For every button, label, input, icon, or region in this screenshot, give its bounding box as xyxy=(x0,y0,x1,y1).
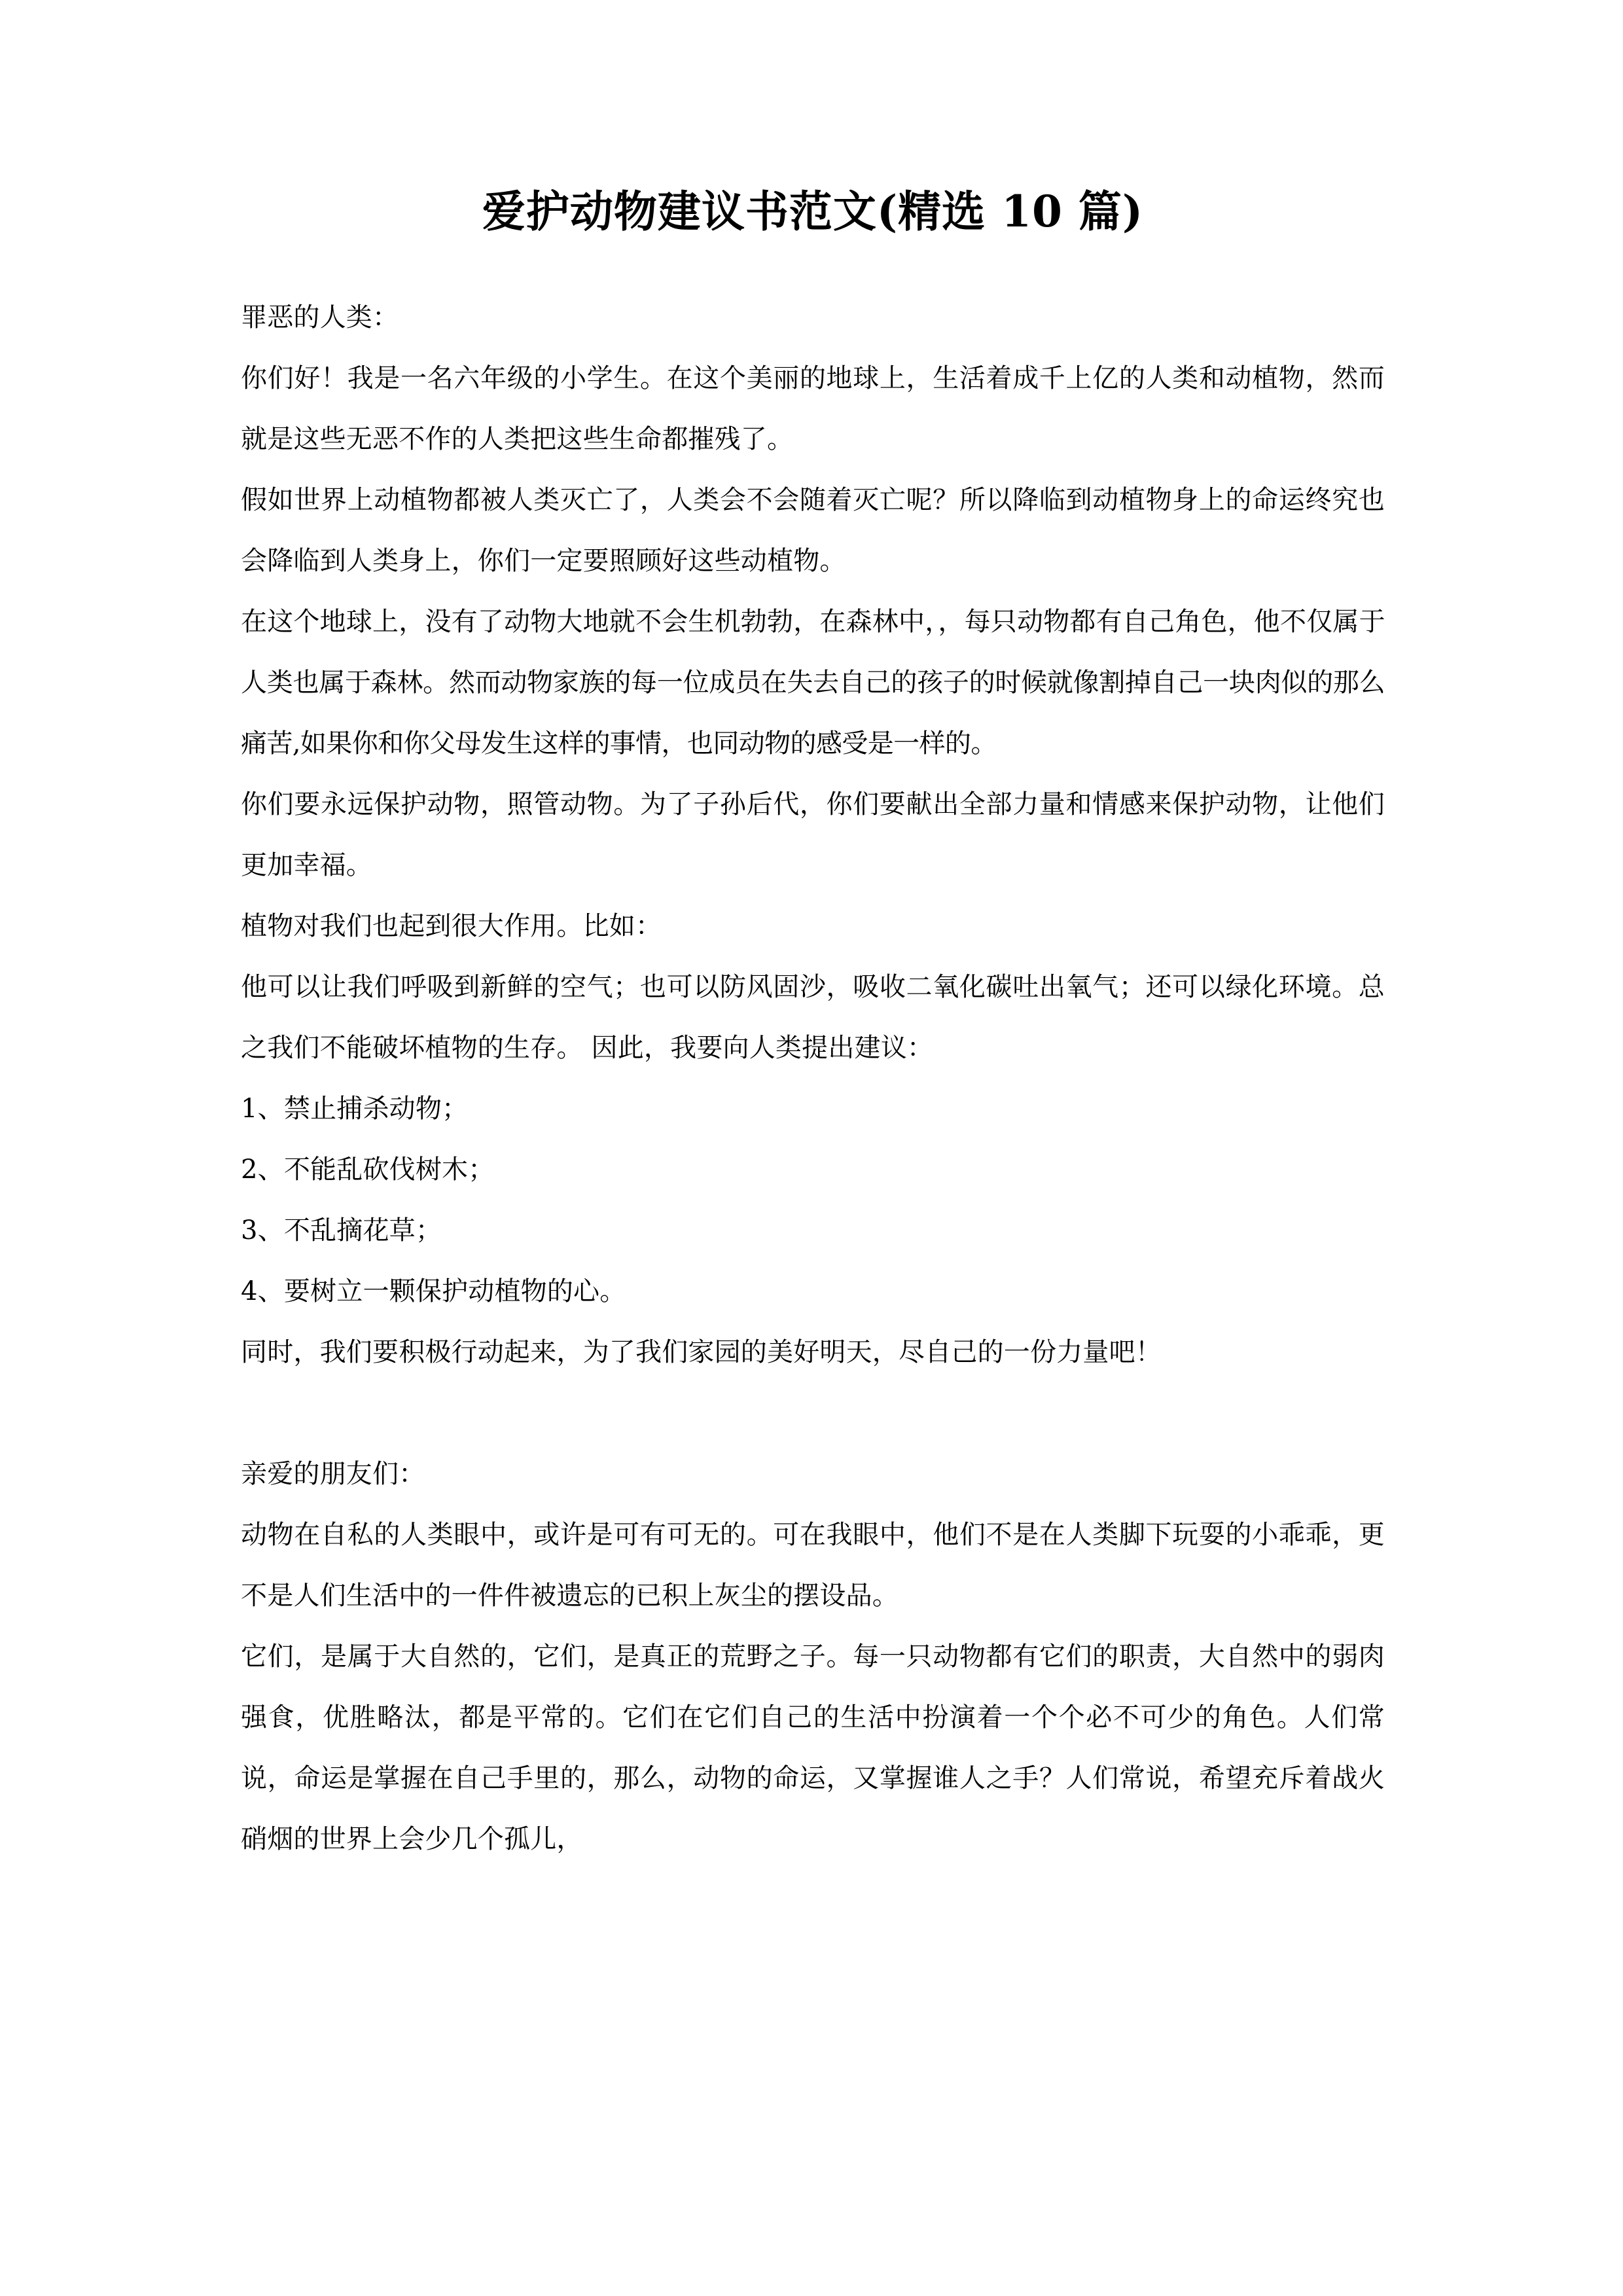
salutation: 亲爱的朋友们： xyxy=(241,1458,425,1489)
closing-paragraph: 同时，我们要积极行动起来，为了我们家园的美好明天，尽自己的一份力量吧！ xyxy=(241,1336,1162,1367)
paragraph: 它们，是属于大自然的，它们，是真正的荒野之子。每一只动物都有它们的职责，大自然中的弱肉强食，优胜略汰，都是平常的。它们在它们自己的生活中扮演着一个个必不可少的角色。人们常说，命运是掌握在自己手里的，那么，动物的命运，又掌握谁人之手？人们常说，希望充斥着战火硝烟的世界上会少几个孤儿， xyxy=(241,1641,1385,1854)
paragraph: 你们要永远保护动物，照管动物。为了子孙后代，你们要献出全部力量和情感来保护动物，让他们更加幸福。 xyxy=(241,789,1385,880)
essay-block-1 xyxy=(241,287,1385,1383)
essay-block-2 xyxy=(241,1444,1385,1870)
page-title: 爱护动物建议书范文(精选 10 篇) xyxy=(482,186,1144,237)
section-separator xyxy=(241,1383,1385,1444)
suggestion-item: 3、不乱摘花草； xyxy=(241,1215,442,1246)
paragraph: 他可以让我们呼吸到新鲜的空气；也可以防风固沙，吸收二氧化碳吐出氧气；还可以绿化环境。总之我们不能破坏植物的生存。 因此，我要向人类提出建议： xyxy=(241,971,1385,1063)
paragraph: 动物在自私的人类眼中，或许是可有可无的。可在我眼中，他们不是在人类脚下玩耍的小乖乖，更不是人们生活中的一件件被遗忘的已积上灰尘的摆设品。 xyxy=(241,1519,1385,1611)
suggestion-item: 4、要树立一颗保护动植物的心。 xyxy=(241,1276,626,1306)
suggestion-item: 1、禁止捕杀动物； xyxy=(241,1093,469,1124)
paragraph: 你们好！我是一名六年级的小学生。在这个美丽的地球上，生活着成千上亿的人类和动植物，然而就是这些无恶不作的人类把这些生命都摧残了。 xyxy=(241,363,1385,454)
document-body xyxy=(241,287,1385,1870)
paragraph: 在这个地球上，没有了动物大地就不会生机勃勃，在森林中，，每只动物都有自己角色，他不仅属于人类也属于森林。然而动物家族的每一位成员在失去自己的孩子的时候就像割掉自己一块肉似的那么痛苦,如果你和你父母发生这样的事情，也同动物的感受是一样的。 xyxy=(241,606,1385,759)
suggestion-item: 2、不能乱砍伐树木； xyxy=(241,1154,495,1185)
page-content-area xyxy=(241,0,1385,1870)
paragraph: 植物对我们也起到很大作用。比如： xyxy=(241,910,662,941)
paragraph: 假如世界上动植物都被人类灭亡了，人类会不会随着灭亡呢？所以降临到动植物身上的命运终究也会降临到人类身上，你们一定要照顾好这些动植物。 xyxy=(241,484,1385,576)
salutation: 罪恶的人类： xyxy=(241,302,399,332)
